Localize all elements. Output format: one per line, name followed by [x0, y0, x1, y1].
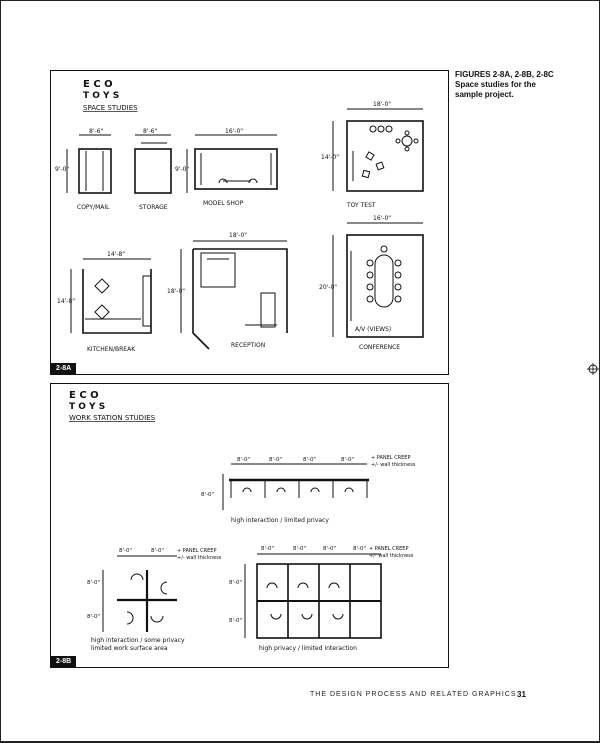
kitchen-dim-w: 14'-8" [107, 251, 126, 258]
figure-tag-2-8b: 2-8B [51, 656, 76, 667]
figure-tag-2-8a: 2-8A [51, 363, 76, 374]
study-1-dim-h: 8'-0" [201, 492, 215, 498]
study-3-dim-1: 8'-0" [261, 546, 275, 552]
figure-description: Space studies for the sample project. [455, 80, 536, 99]
figure-label: FIGURES 2-8A, 2-8B, 2-8C [455, 70, 554, 79]
study-3-panel-note-2: +/- wall thickness [369, 553, 414, 559]
study-3-caption: high privacy / limited interaction [259, 645, 357, 652]
reception-plan [181, 241, 287, 349]
study-2-dim-h1: 8'-0" [87, 580, 101, 586]
toy-test-label: TOY TEST [347, 202, 376, 209]
storage-label: STORAGE [139, 204, 168, 211]
study-2-plan [103, 556, 177, 632]
toy-test-dim-w: 18'-0" [373, 101, 392, 108]
running-footer: THE DESIGN PROCESS AND RELATED GRAPHICS [310, 691, 517, 698]
storage-plan [135, 135, 190, 193]
conference-av-note: A/V (VIEWS) [355, 326, 392, 333]
brand-line-2: T O Y S [83, 91, 120, 101]
kitchen-break-plan [71, 259, 151, 333]
figure-2-8a [50, 70, 449, 375]
study-1-dim-4: 8'-0" [341, 457, 355, 463]
study-1-panel-note-1: + PANEL CREEP [371, 455, 411, 461]
registration-mark-icon [587, 363, 599, 375]
study-3-dim-4: 8'-0" [353, 546, 367, 552]
brand-line-2: T O Y S [69, 402, 106, 412]
brand-line-1: E C O [69, 390, 99, 401]
study-2-caption-1: high interaction / some privacy [91, 637, 185, 644]
conference-dim-h: 20'-0" [319, 284, 338, 291]
reception-dim-h: 18'-0" [167, 288, 186, 295]
study-1-dim-1: 8'-0" [237, 457, 251, 463]
study-2-dim-h2: 8'-0" [87, 614, 101, 620]
toy-test-plan [333, 109, 423, 191]
study-2-caption-2: limited work surface area [91, 645, 168, 652]
space-studies-title: SPACE STUDIES [83, 104, 138, 112]
space-studies-drawing [51, 71, 448, 374]
copy-mail-dim-w: 8'-6" [89, 128, 104, 135]
study-1-dim-2: 8'-0" [269, 457, 283, 463]
figure-2-8b [50, 383, 449, 668]
workstation-studies-title: WORK STATION STUDIES [69, 414, 156, 422]
copy-mail-dim-h: 9'-0" [55, 166, 70, 173]
study-2-panel-note-2: +/- wall thickness [177, 555, 222, 561]
study-3-dim-3: 8'-0" [323, 546, 337, 552]
workstation-studies-drawing [51, 384, 448, 667]
figure-caption [455, 70, 555, 100]
conference-label: CONFERENCE [359, 344, 401, 351]
reception-label: RECEPTION [231, 342, 266, 349]
study-1-caption: high interaction / limited privacy [231, 517, 329, 524]
study-1-dim-3: 8'-0" [303, 457, 317, 463]
study-2-dim-1: 8'-0" [119, 548, 133, 554]
copy-mail-label: COPY/MAIL [77, 204, 110, 211]
conference-dim-w: 16'-0" [373, 215, 392, 222]
study-1-plan [223, 464, 369, 510]
study-2-panel-note-1: + PANEL CREEP [177, 548, 217, 554]
brand-line-1: E C O [83, 79, 113, 90]
storage-dim-w: 8'-6" [143, 128, 158, 135]
study-3-plan [245, 554, 381, 638]
study-3-dim-h2: 8'-0" [229, 618, 243, 624]
kitchen-label: KITCHEN/BREAK [87, 346, 136, 353]
copy-mail-plan [67, 135, 111, 193]
kitchen-dim-h: 14'-8" [57, 298, 76, 305]
reception-dim-w: 18'-0" [229, 232, 248, 239]
study-3-dim-h1: 8'-0" [229, 580, 243, 586]
toy-test-dim-h: 14'-0" [321, 154, 340, 161]
study-3-dim-2: 8'-0" [293, 546, 307, 552]
storage-dim-h: 9'-0" [175, 166, 190, 173]
model-shop-label: MODEL SHOP [203, 200, 244, 207]
study-2-dim-2: 8'-0" [151, 548, 165, 554]
model-shop-plan [195, 135, 277, 189]
conference-plan [333, 223, 423, 337]
study-1-panel-note-2: +/- wall thickness [371, 462, 416, 468]
model-shop-dim-w: 16'-0" [225, 128, 244, 135]
study-3-panel-note-1: + PANEL CREEP [369, 546, 409, 552]
page-number: 31 [517, 690, 526, 699]
